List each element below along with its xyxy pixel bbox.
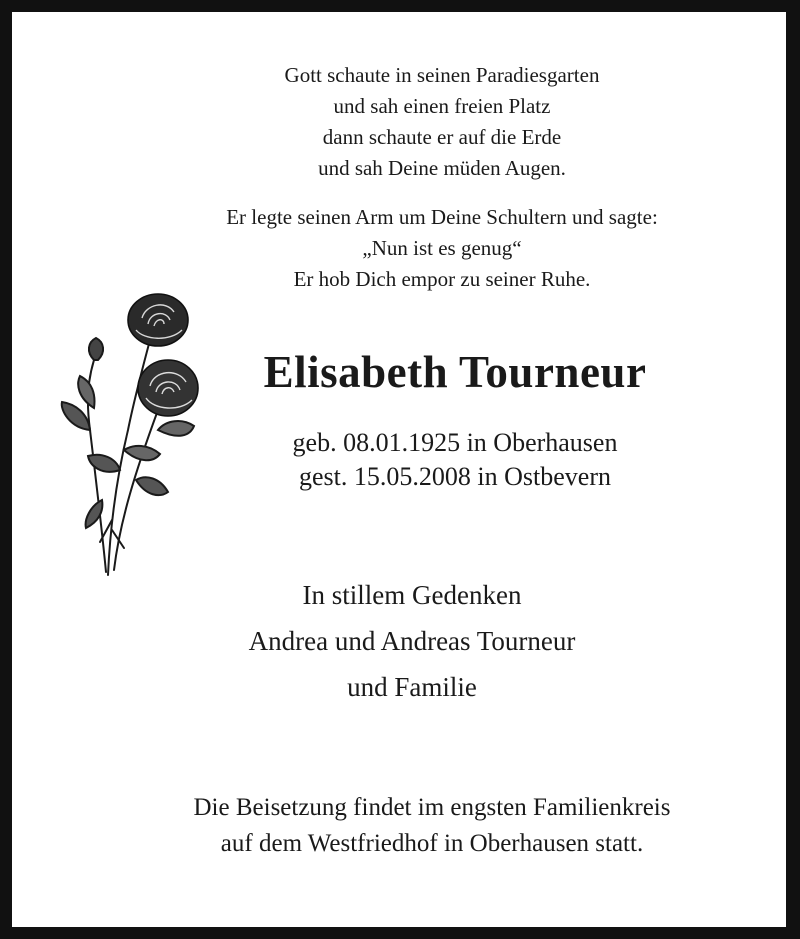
deceased-name: Elisabeth Tourneur bbox=[263, 347, 647, 397]
poem-line-6: „Nun ist es genug“ bbox=[362, 236, 522, 260]
poem-line-2: und sah einen freien Platz bbox=[333, 94, 551, 118]
burial-line-1: Die Beisetzung findet im engsten Familienkreis bbox=[193, 794, 671, 821]
mourner-names: Andrea und Andreas Tourneur bbox=[248, 626, 576, 656]
poem-line-7: Er hob Dich empor zu seiner Ruhe. bbox=[293, 267, 591, 291]
memory-line: In stillem Gedenken bbox=[302, 580, 522, 610]
burial-line-2: auf dem Westfriedhof in Oberhausen statt. bbox=[220, 830, 644, 857]
death-date: gest. 15.05.2008 in Ostbevern bbox=[299, 462, 611, 491]
mourner-family: und Familie bbox=[347, 672, 477, 702]
poem-line-1: Gott schaute in seinen Paradiesgarten bbox=[284, 63, 600, 87]
poem-line-3: dann schaute er auf die Erde bbox=[322, 125, 562, 149]
birth-date: geb. 08.01.1925 in Oberhausen bbox=[292, 428, 618, 457]
poem-line-4: und sah Deine müden Augen. bbox=[318, 156, 566, 180]
poem-line-5: Er legte seinen Arm um Deine Schultern und sagte: bbox=[226, 205, 658, 229]
